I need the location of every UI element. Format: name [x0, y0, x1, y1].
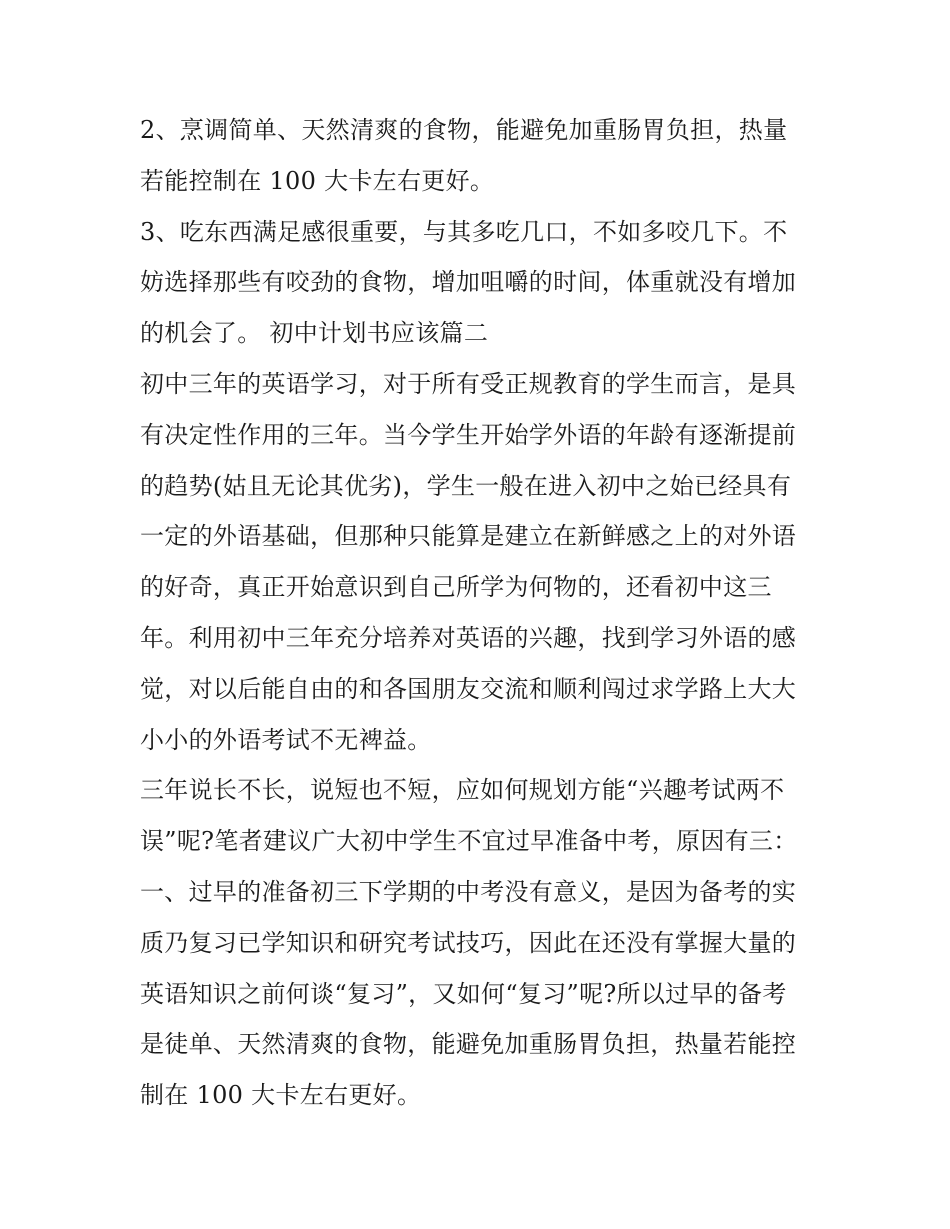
- text-line: 一、过早的准备初三下学期的中考没有意义，是因为备考的实: [140, 877, 797, 906]
- text-line: 年。利用初中三年充分培养对英语的兴趣，找到学习外语的感: [140, 623, 797, 652]
- text-line: 2、烹调简单、天然清爽的食物，能避免加重肠胃负担，热量: [140, 116, 788, 144]
- text-line: 一定的外语基础，但那种只能算是建立在新鲜感之上的对外语: [140, 522, 797, 551]
- text-line: 若能控制在 100 大卡左右更好。: [140, 166, 495, 195]
- text-line: 小小的外语考试不无裨益。: [140, 725, 432, 754]
- text-line: 制在 100 大卡左右更好。: [140, 1081, 422, 1110]
- document-body: [140, 105, 812, 1121]
- text-line: 质乃复习已学知识和研究考试技巧，因此在还没有掌握大量的: [140, 928, 797, 957]
- text-line: 有决定性作用的三年。当今学生开始学外语的年龄有逐渐提前: [140, 420, 797, 449]
- text-line: 妨选择那些有咬劲的食物，增加咀嚼的时间，体重就没有增加: [140, 268, 797, 297]
- text-line: 觉，对以后能自由的和各国朋友交流和顺利闯过求学路上大大: [140, 674, 797, 703]
- text-line: 的趋势(姑且无论其优劣)，学生一般在进入初中之始已经具有: [140, 471, 792, 500]
- text-line: 的好奇，真正开始意识到自己所学为何物的，还看初中这三: [140, 573, 772, 602]
- text-line: 初中三年的英语学习，对于所有受正规教育的学生而言，是具: [140, 369, 797, 398]
- text-line: 三年说长不长，说短也不短，应如何规划方能“兴趣考试两不: [140, 776, 785, 805]
- text-line: 是徒单、天然清爽的食物，能避免加重肠胃负担，热量若能控: [140, 1030, 797, 1059]
- text-line: 3、吃东西满足感很重要，与其多吃几口，不如多咬几下。不: [140, 217, 788, 246]
- text-line: 英语知识之前何谈“复习”，又如何“复习”呢?所以过早的备考: [140, 979, 787, 1008]
- text-line: 的机会了。 初中计划书应该篇二: [140, 319, 489, 348]
- text-line: 误”呢?笔者建议广大初中学生不宜过早准备中考，原因有三：: [140, 827, 798, 856]
